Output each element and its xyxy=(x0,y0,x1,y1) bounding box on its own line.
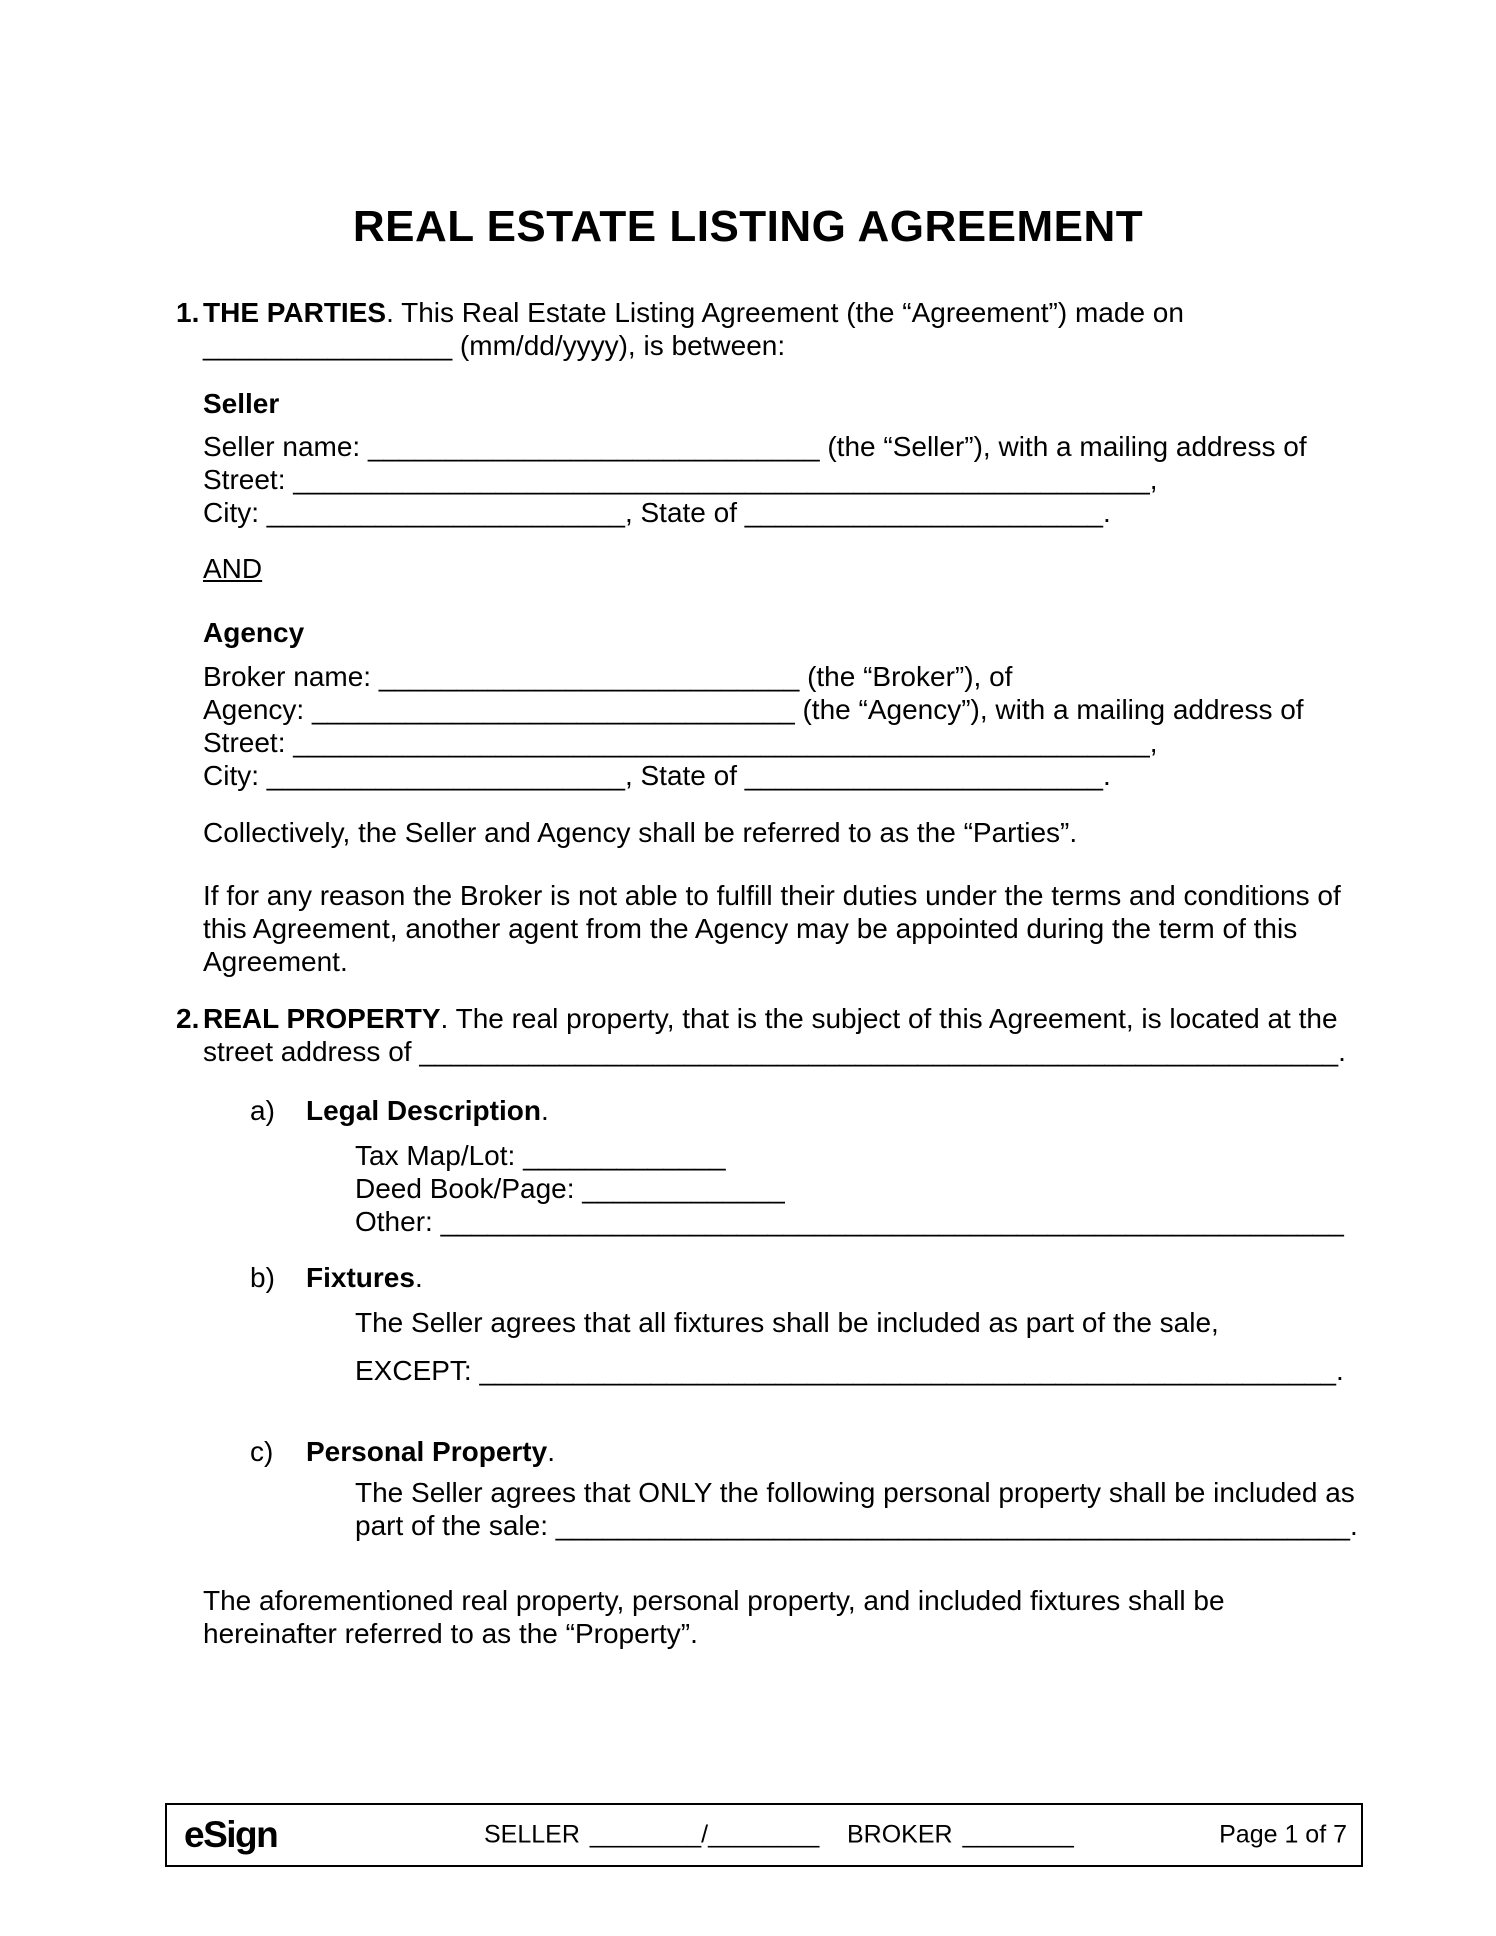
footer-seller-label: SELLER xyxy=(484,1820,580,1849)
broker-duties-line-2: this Agreement, another agent from the Agency may be appointed during the term of this xyxy=(203,913,1298,944)
subsection-c-personal-property xyxy=(250,1435,555,1468)
agency-fields xyxy=(203,660,1356,792)
esign-logo: eSign xyxy=(184,1814,278,1855)
personal-property-line-2: part of the sale: ___________________________________________________. xyxy=(355,1510,1358,1541)
property-definition-line-1: The aforementioned real property, personal property, and included fixtures shall be xyxy=(203,1585,1225,1616)
personal-property-text xyxy=(355,1476,1356,1542)
document-title: REAL ESTATE LISTING AGREEMENT xyxy=(352,202,1144,251)
subsection-b-heading: Fixtures xyxy=(306,1262,415,1293)
and-separator xyxy=(203,552,1356,585)
seller-street-line: Street: _______________________________________________________, xyxy=(203,464,1158,495)
property-definition-paragraph xyxy=(203,1584,1356,1650)
other-line: Other: __________________________________________________________ xyxy=(355,1206,1344,1237)
footer-broker-blank: ________ xyxy=(962,1820,1074,1849)
section-2-line-1 xyxy=(176,1002,1356,1035)
subsection-a-letter: a) xyxy=(250,1095,275,1126)
section-1-line-1 xyxy=(176,296,1356,329)
broker-duties-paragraph xyxy=(203,879,1356,978)
seller-name-line: Seller name: _____________________________ (the “Seller”), with a mailing address of xyxy=(203,431,1307,462)
footer-broker-initials xyxy=(847,1821,1074,1850)
section-2-real-property xyxy=(176,1002,1356,1068)
section-1-parties xyxy=(176,296,1356,362)
legal-description-fields xyxy=(355,1139,1356,1238)
tax-map-lot-line: Tax Map/Lot: _____________ xyxy=(355,1140,726,1171)
property-definition-line-2: hereinafter referred to as the “Property”. xyxy=(203,1618,698,1649)
and-label: AND xyxy=(203,553,263,584)
subsection-b-period: . xyxy=(414,1262,423,1293)
agency-street-line: Street: _______________________________________________________, xyxy=(203,727,1158,758)
section-2-text: . The real property, that is the subject of this Agreement, is located at the xyxy=(440,1003,1338,1034)
seller-heading: Seller xyxy=(203,388,280,419)
footer-bar xyxy=(165,1803,1363,1867)
agency-heading: Agency xyxy=(203,617,305,648)
seller-fields xyxy=(203,430,1356,529)
subsection-c-heading: Personal Property xyxy=(306,1436,548,1467)
footer-seller-initials xyxy=(484,1821,819,1850)
broker-duties-line-1: If for any reason the Broker is not able to fulfill their duties under the terms and conditions of xyxy=(203,880,1341,911)
street-address-blank-line: street address of ___________________________________________________________. xyxy=(203,1036,1346,1067)
section-1-text: . This Real Estate Listing Agreement (the “Agreement”) made on xyxy=(386,297,1184,328)
fixtures-text-line: The Seller agrees that all fixtures shall be included as part of the sale, xyxy=(355,1307,1219,1338)
footer-page-indicator: Page 1 of 7 xyxy=(1219,1820,1347,1849)
broker-duties-line-3: Agreement. xyxy=(203,946,348,977)
subsection-c-letter: c) xyxy=(250,1436,274,1467)
footer-seller-blank-2: ________ xyxy=(708,1820,820,1849)
subsection-c-period: . xyxy=(547,1436,555,1467)
agency-name-line: Agency: _______________________________ (the “Agency”), with a mailing address of xyxy=(203,694,1304,725)
date-blank-line: ________________ (mm/dd/yyyy), is between: xyxy=(203,330,786,361)
agency-city-state-line: City: _______________________, State of _______________________. xyxy=(203,760,1111,791)
section-2-heading: REAL PROPERTY xyxy=(203,1003,441,1034)
footer-initials-separator: / xyxy=(701,1820,709,1849)
subsection-a-period: . xyxy=(540,1095,549,1126)
deed-book-page-line: Deed Book/Page: _____________ xyxy=(355,1173,785,1204)
footer-seller-blank-1: ________ xyxy=(589,1820,702,1849)
subsection-b-letter: b) xyxy=(250,1262,275,1293)
seller-city-state-line: City: _______________________, State of _______________________. xyxy=(203,497,1111,528)
fixtures-except-line: EXCEPT: _______________________________________________________. xyxy=(355,1355,1344,1386)
section-1-number: 1. xyxy=(176,297,200,328)
subsection-a-heading: Legal Description xyxy=(306,1095,541,1126)
parties-collectively-note: Collectively, the Seller and Agency shall be referred to as the “Parties”. xyxy=(203,817,1078,848)
subsection-a-legal-description xyxy=(250,1094,549,1127)
personal-property-line-1: The Seller agrees that ONLY the following personal property shall be included as xyxy=(355,1477,1355,1508)
footer-broker-label: BROKER xyxy=(847,1820,953,1849)
subsection-b-fixtures xyxy=(250,1261,423,1294)
section-2-number: 2. xyxy=(176,1003,200,1034)
broker-name-line: Broker name: ___________________________ (the “Broker”), of xyxy=(203,661,1013,692)
section-1-heading: THE PARTIES xyxy=(203,297,387,328)
